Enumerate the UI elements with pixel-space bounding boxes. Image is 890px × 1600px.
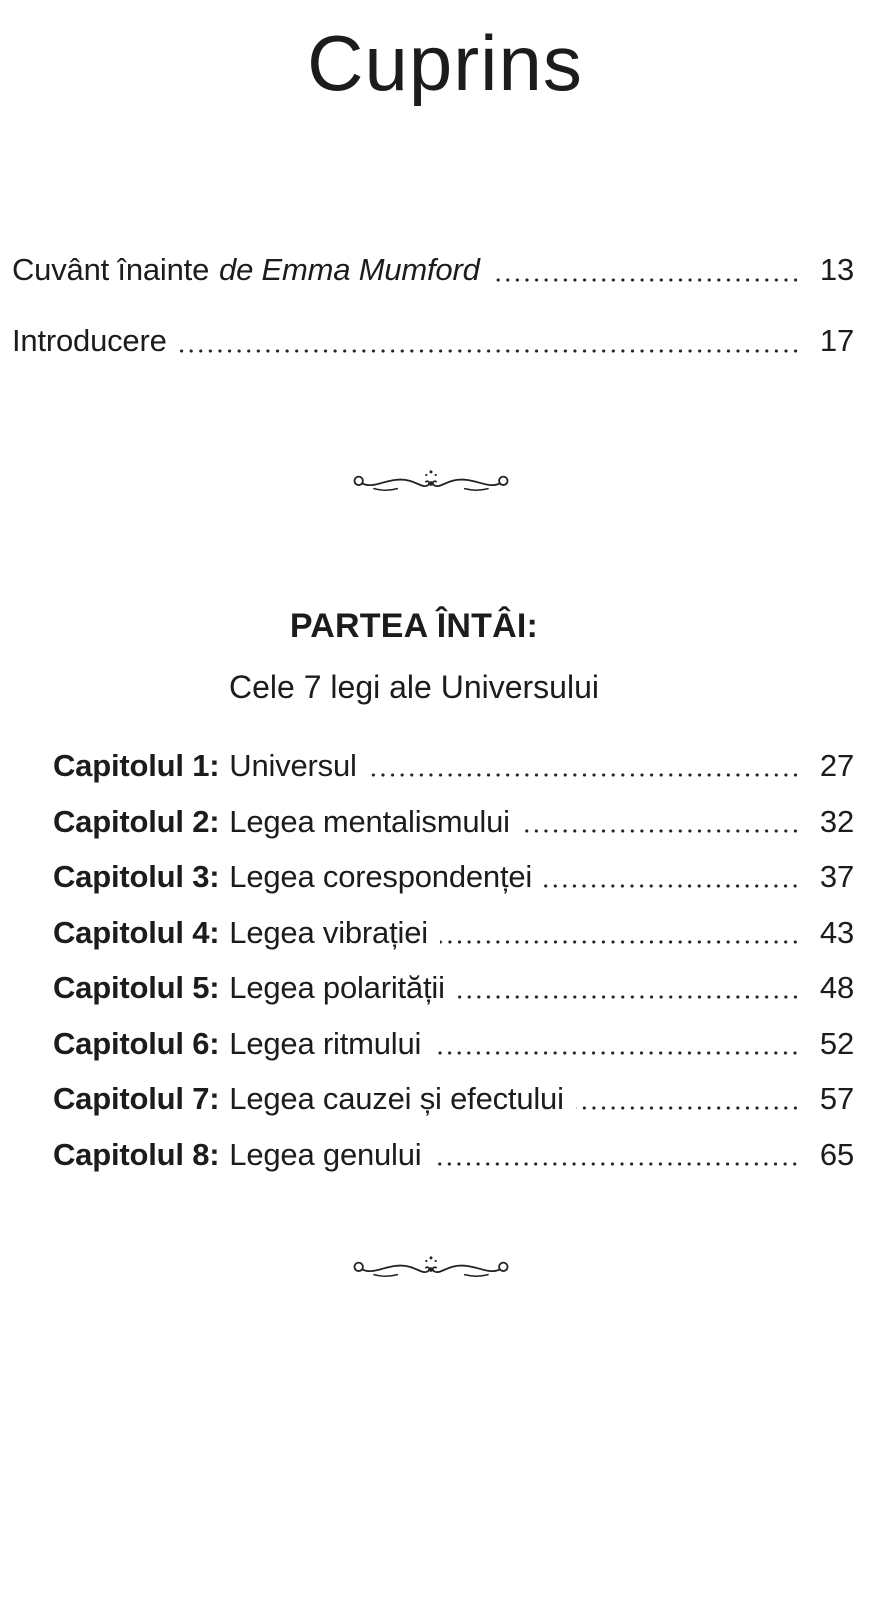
dot-leader bbox=[369, 773, 800, 777]
chapter-page-number: 48 bbox=[819, 970, 854, 1005]
chapter-title: Legea mentalismului bbox=[229, 803, 510, 839]
part-header bbox=[0, 604, 890, 708]
dot-leader bbox=[433, 1162, 800, 1166]
dot-leader bbox=[576, 1106, 800, 1110]
chapter-page-number: 57 bbox=[819, 1081, 854, 1116]
page-title: Cuprins bbox=[307, 19, 583, 107]
toc-entry-chapter-3 bbox=[53, 858, 854, 896]
toc-entry-chapter-7 bbox=[53, 1080, 854, 1118]
toc-page bbox=[0, 16, 890, 1600]
toc-entry-label: Introducere bbox=[12, 323, 167, 358]
front-matter-list bbox=[0, 250, 890, 361]
dot-leader bbox=[492, 278, 800, 282]
chapter-page-number: 32 bbox=[819, 803, 854, 839]
part-subheading: Cele 7 legi ale Universului bbox=[229, 669, 599, 705]
chapter-label: Capitolul 2: bbox=[53, 803, 220, 839]
chapter-label: Capitolul 6: bbox=[53, 1025, 220, 1061]
chapter-label: Capitolul 1: bbox=[53, 748, 220, 783]
toc-entry-author-note: de Emma Mumford bbox=[219, 252, 480, 287]
chapter-title: Universul bbox=[229, 748, 357, 783]
dot-leader bbox=[544, 884, 800, 888]
toc-entry-chapter-8 bbox=[53, 1136, 854, 1174]
chapter-title: Legea ritmului bbox=[229, 1025, 422, 1061]
toc-entry-page-number: 13 bbox=[819, 252, 854, 287]
chapter-title: Legea corespondenței bbox=[229, 859, 533, 894]
dot-leader bbox=[179, 349, 800, 353]
dot-leader bbox=[522, 829, 800, 833]
chapter-label: Capitolul 8: bbox=[53, 1136, 220, 1172]
part-heading: PARTEA ÎNTÂI: bbox=[289, 607, 539, 645]
toc-entry-label: Cuvânt înainte bbox=[12, 252, 210, 287]
toc-entry-chapter-4 bbox=[53, 914, 854, 952]
chapter-title: Legea vibrației bbox=[229, 914, 428, 950]
toc-entry-chapter-6 bbox=[53, 1025, 854, 1063]
flourish-divider-icon bbox=[0, 1250, 862, 1286]
chapter-label: Capitolul 4: bbox=[53, 914, 220, 950]
chapter-page-number: 37 bbox=[819, 859, 854, 894]
toc-entry-page-number: 17 bbox=[819, 323, 854, 358]
dot-leader bbox=[433, 1051, 800, 1055]
chapter-page-number: 65 bbox=[819, 1136, 854, 1172]
chapter-page-number: 43 bbox=[819, 914, 854, 950]
chapter-title: Legea polarității bbox=[229, 970, 445, 1005]
chapter-list bbox=[0, 747, 890, 1174]
dot-leader bbox=[440, 940, 800, 944]
chapter-title: Legea cauzei și efectului bbox=[229, 1081, 564, 1116]
chapter-label: Capitolul 3: bbox=[53, 859, 220, 894]
chapter-page-number: 52 bbox=[819, 1025, 854, 1061]
toc-entry-foreword bbox=[12, 250, 854, 290]
chapter-label: Capitolul 7: bbox=[53, 1081, 220, 1116]
flourish-divider-icon bbox=[0, 464, 862, 500]
chapter-page-number: 27 bbox=[819, 748, 854, 783]
toc-entry-introduction bbox=[12, 321, 854, 361]
toc-entry-chapter-5 bbox=[53, 969, 854, 1007]
chapter-title: Legea genului bbox=[229, 1136, 422, 1172]
toc-entry-chapter-1 bbox=[53, 747, 854, 785]
toc-entry-chapter-2 bbox=[53, 803, 854, 841]
dot-leader bbox=[457, 995, 800, 999]
chapter-label: Capitolul 5: bbox=[53, 970, 220, 1005]
